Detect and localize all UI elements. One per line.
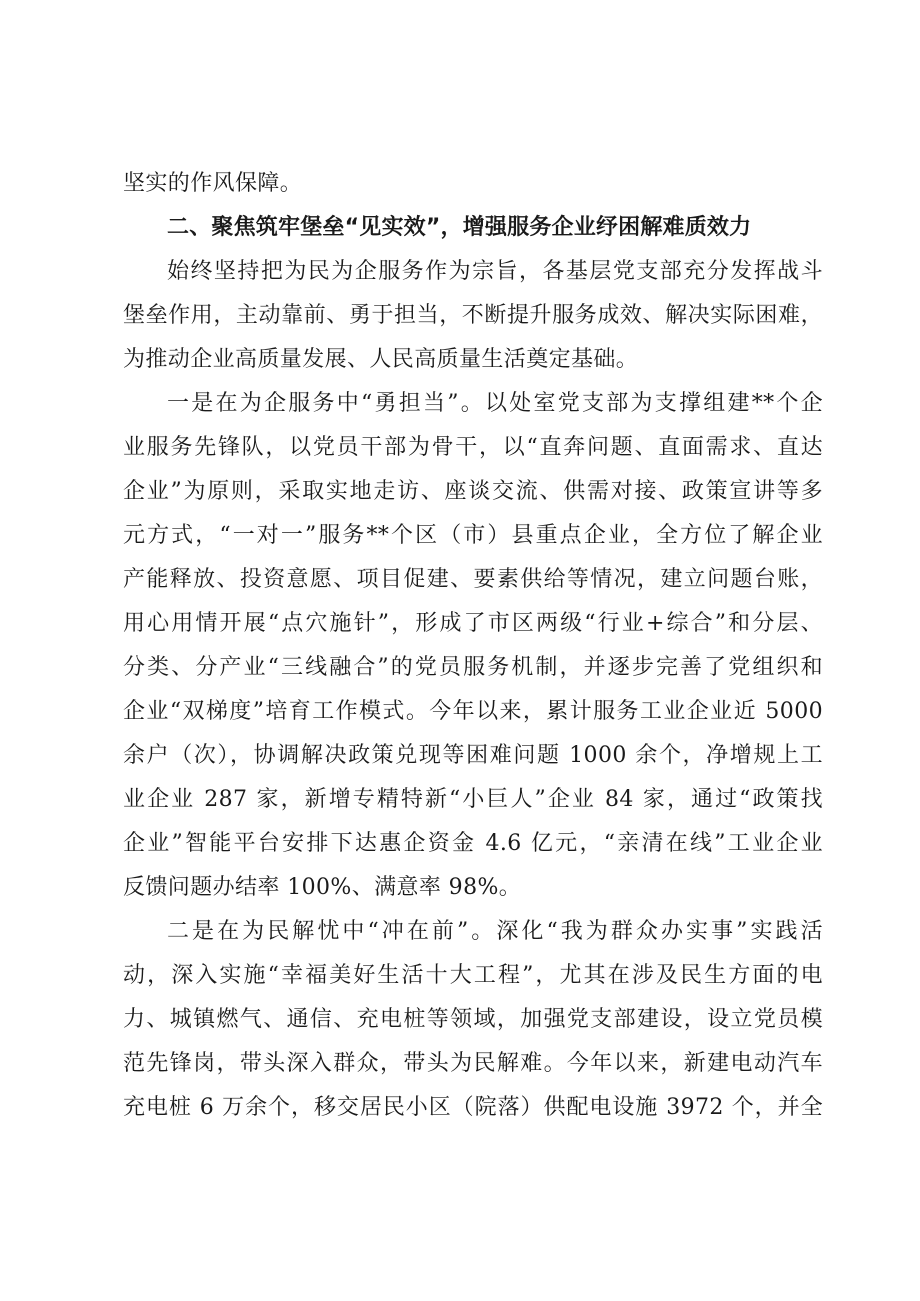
- paragraph-line: 业服务先锋队，以党员干部为骨干，以“直奔问题、直面需求、直达: [123, 435, 823, 460]
- paragraph-line: 业企业 287 家，新增专精特新“小巨人”企业 84 家，通过“政策找: [123, 787, 823, 812]
- paragraph-line: 二是在为民解忧中“冲在前”。深化“我为群众办实事”实践活: [167, 919, 823, 944]
- paragraph-line: 堡垒作用，主动靠前、勇于担当，不断提升服务成效、解决实际困难，: [123, 303, 823, 328]
- paragraph-line: 产能释放、投资意愿、项目促建、要素供给等情况，建立问题台账，: [123, 567, 823, 592]
- paragraph-line: 余户（次），协调解决政策兑现等困难问题 1000 余个，净增规上工: [123, 743, 823, 768]
- paragraph-line: 一是在为企服务中“勇担当”。以处室党支部为支撑组建**个企: [167, 391, 823, 416]
- paragraph-line: 元方式，“一对一”服务**个区（市）县重点企业，全方位了解企业: [123, 523, 823, 548]
- paragraph-line: 力、城镇燃气、通信、充电桩等领域，加强党支部建设，设立党员模: [123, 1007, 823, 1032]
- paragraph-line: 动，深入实施“幸福美好生活十大工程”，尤其在涉及民生方面的电: [123, 963, 823, 988]
- paragraph-line: 坚实的作风保障。: [123, 171, 303, 196]
- paragraph-line: 始终坚持把为民为企服务作为宗旨，各基层党支部充分发挥战斗: [167, 259, 823, 284]
- paragraph-line: 为推动企业高质量发展、人民高质量生活奠定基础。: [123, 347, 639, 372]
- section-heading: 二、聚焦筑牢堡垒“见实效”，增强服务企业纾困解难质效力: [167, 215, 752, 240]
- paragraph-line: 企业“双梯度”培育工作模式。今年以来，累计服务工业企业近 5000: [123, 699, 823, 724]
- paragraph-line: 企业”智能平台安排下达惠企资金 4.6 亿元，“亲清在线”工业企业: [123, 831, 823, 856]
- paragraph-line: 反馈问题办结率 100%、满意率 98%。: [123, 875, 522, 900]
- paragraph-line: 范先锋岗，带头深入群众，带头为民解难。今年以来，新建电动汽车: [123, 1051, 823, 1076]
- paragraph-line: 企业”为原则，采取实地走访、座谈交流、供需对接、政策宣讲等多: [123, 479, 823, 504]
- paragraph-line: 充电桩 6 万余个，移交居民小区（院落）供配电设施 3972 个，并全: [123, 1095, 823, 1120]
- paragraph-line: 分类、分产业“三线融合”的党员服务机制，并逐步完善了党组织和: [123, 655, 823, 680]
- paragraph-line: 用心用情开展“点穴施针”，形成了市区两级“行业+综合”和分层、: [123, 611, 823, 636]
